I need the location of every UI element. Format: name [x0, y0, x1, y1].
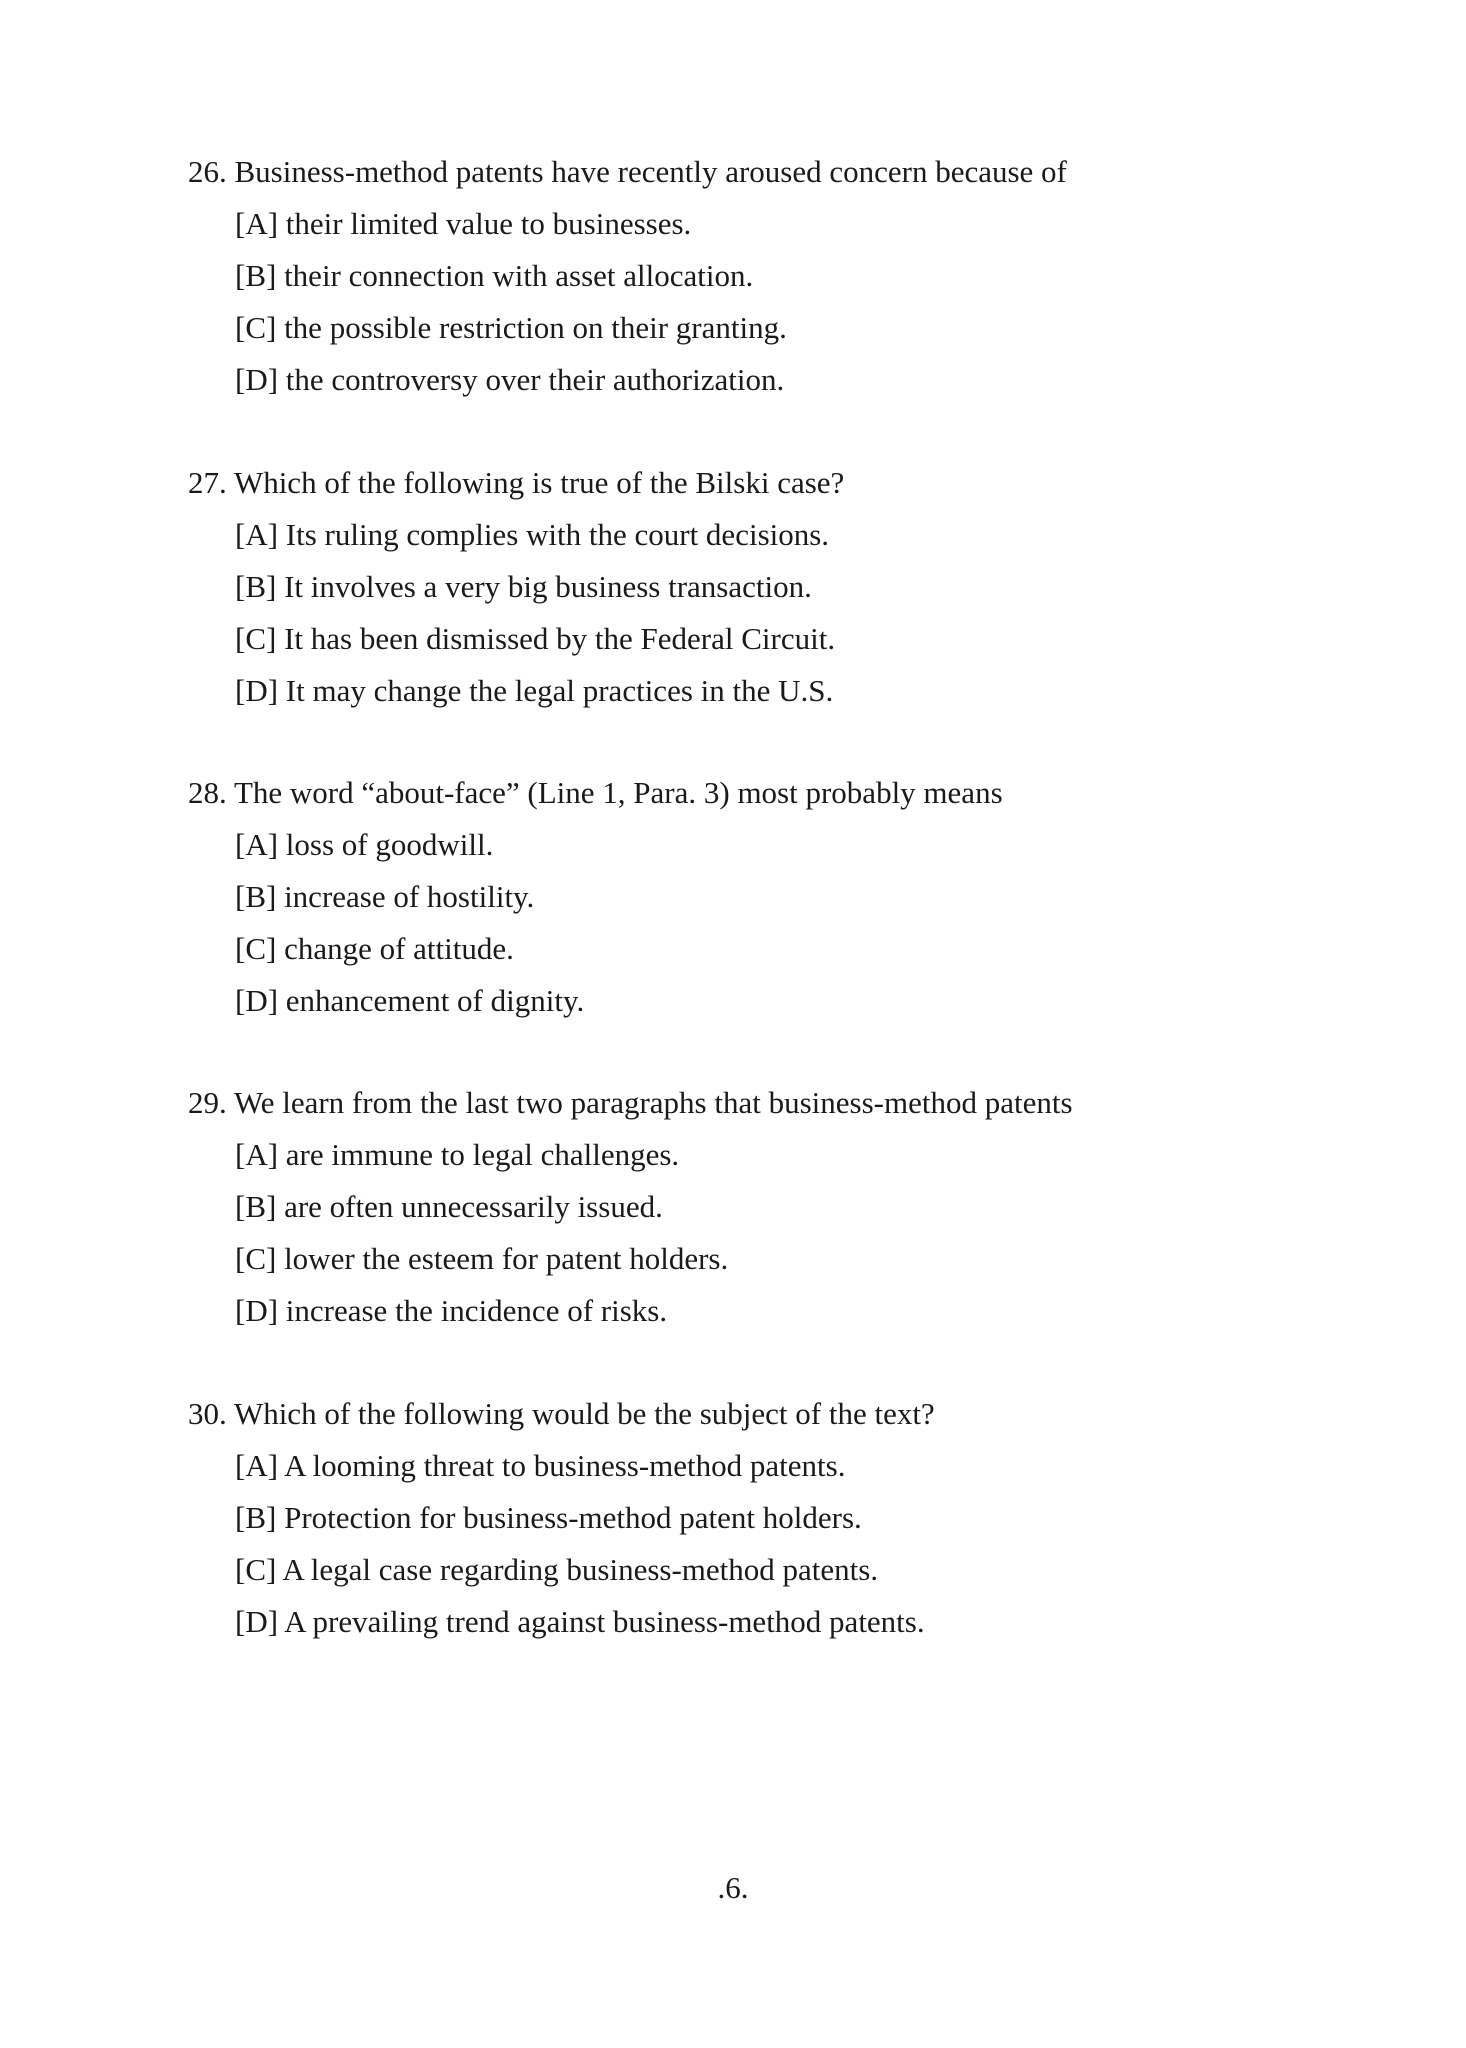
question-29	[188, 1077, 1338, 1337]
option-c: [C] the possible restriction on their granting.	[235, 310, 787, 345]
option-c: [C] lower the esteem for patent holders.	[235, 1241, 729, 1276]
option-d: [D] increase the incidence of risks.	[235, 1293, 668, 1328]
option-a: [A] loss of goodwill.	[235, 827, 494, 862]
option-c: [C] change of attitude.	[235, 931, 514, 966]
option-d: [D] It may change the legal practices in the U.S.	[235, 673, 834, 708]
option-b: [B] increase of hostility.	[235, 879, 535, 914]
question-stem: 26. Business-method patents have recently aroused concern because of	[188, 154, 1067, 189]
option-d: [D] enhancement of dignity.	[235, 983, 585, 1018]
option-a: [A] Its ruling complies with the court decisions.	[235, 517, 830, 552]
option-b: [B] their connection with asset allocation.	[235, 258, 754, 293]
option-a: [A] A looming threat to business-method patents.	[235, 1448, 846, 1483]
question-28	[188, 767, 1338, 1027]
question-stem: 28. The word “about-face” (Line 1, Para. 3) most probably means	[188, 775, 1003, 810]
question-stem: 29. We learn from the last two paragraphs that business-method patents	[188, 1085, 1073, 1120]
question-26	[188, 146, 1338, 406]
option-c: [C] A legal case regarding business-method patents.	[235, 1552, 879, 1587]
option-d: [D] the controversy over their authorization.	[235, 362, 785, 397]
question-stem: 27. Which of the following is true of the Bilski case?	[188, 465, 845, 500]
option-b: [B] It involves a very big business transaction.	[235, 569, 812, 604]
question-30	[188, 1388, 1338, 1648]
option-d: [D] A prevailing trend against business-method patents.	[235, 1604, 925, 1639]
option-b: [B] are often unnecessarily issued.	[235, 1189, 663, 1224]
option-b: [B] Protection for business-method patent holders.	[235, 1500, 862, 1535]
option-a: [A] are immune to legal challenges.	[235, 1137, 680, 1172]
option-a: [A] their limited value to businesses.	[235, 206, 692, 241]
question-stem: 30. Which of the following would be the subject of the text?	[188, 1396, 935, 1431]
question-27	[188, 457, 1338, 717]
option-c: [C] It has been dismissed by the Federal Circuit.	[235, 621, 836, 656]
page-number: .6.	[717, 1870, 749, 1905]
